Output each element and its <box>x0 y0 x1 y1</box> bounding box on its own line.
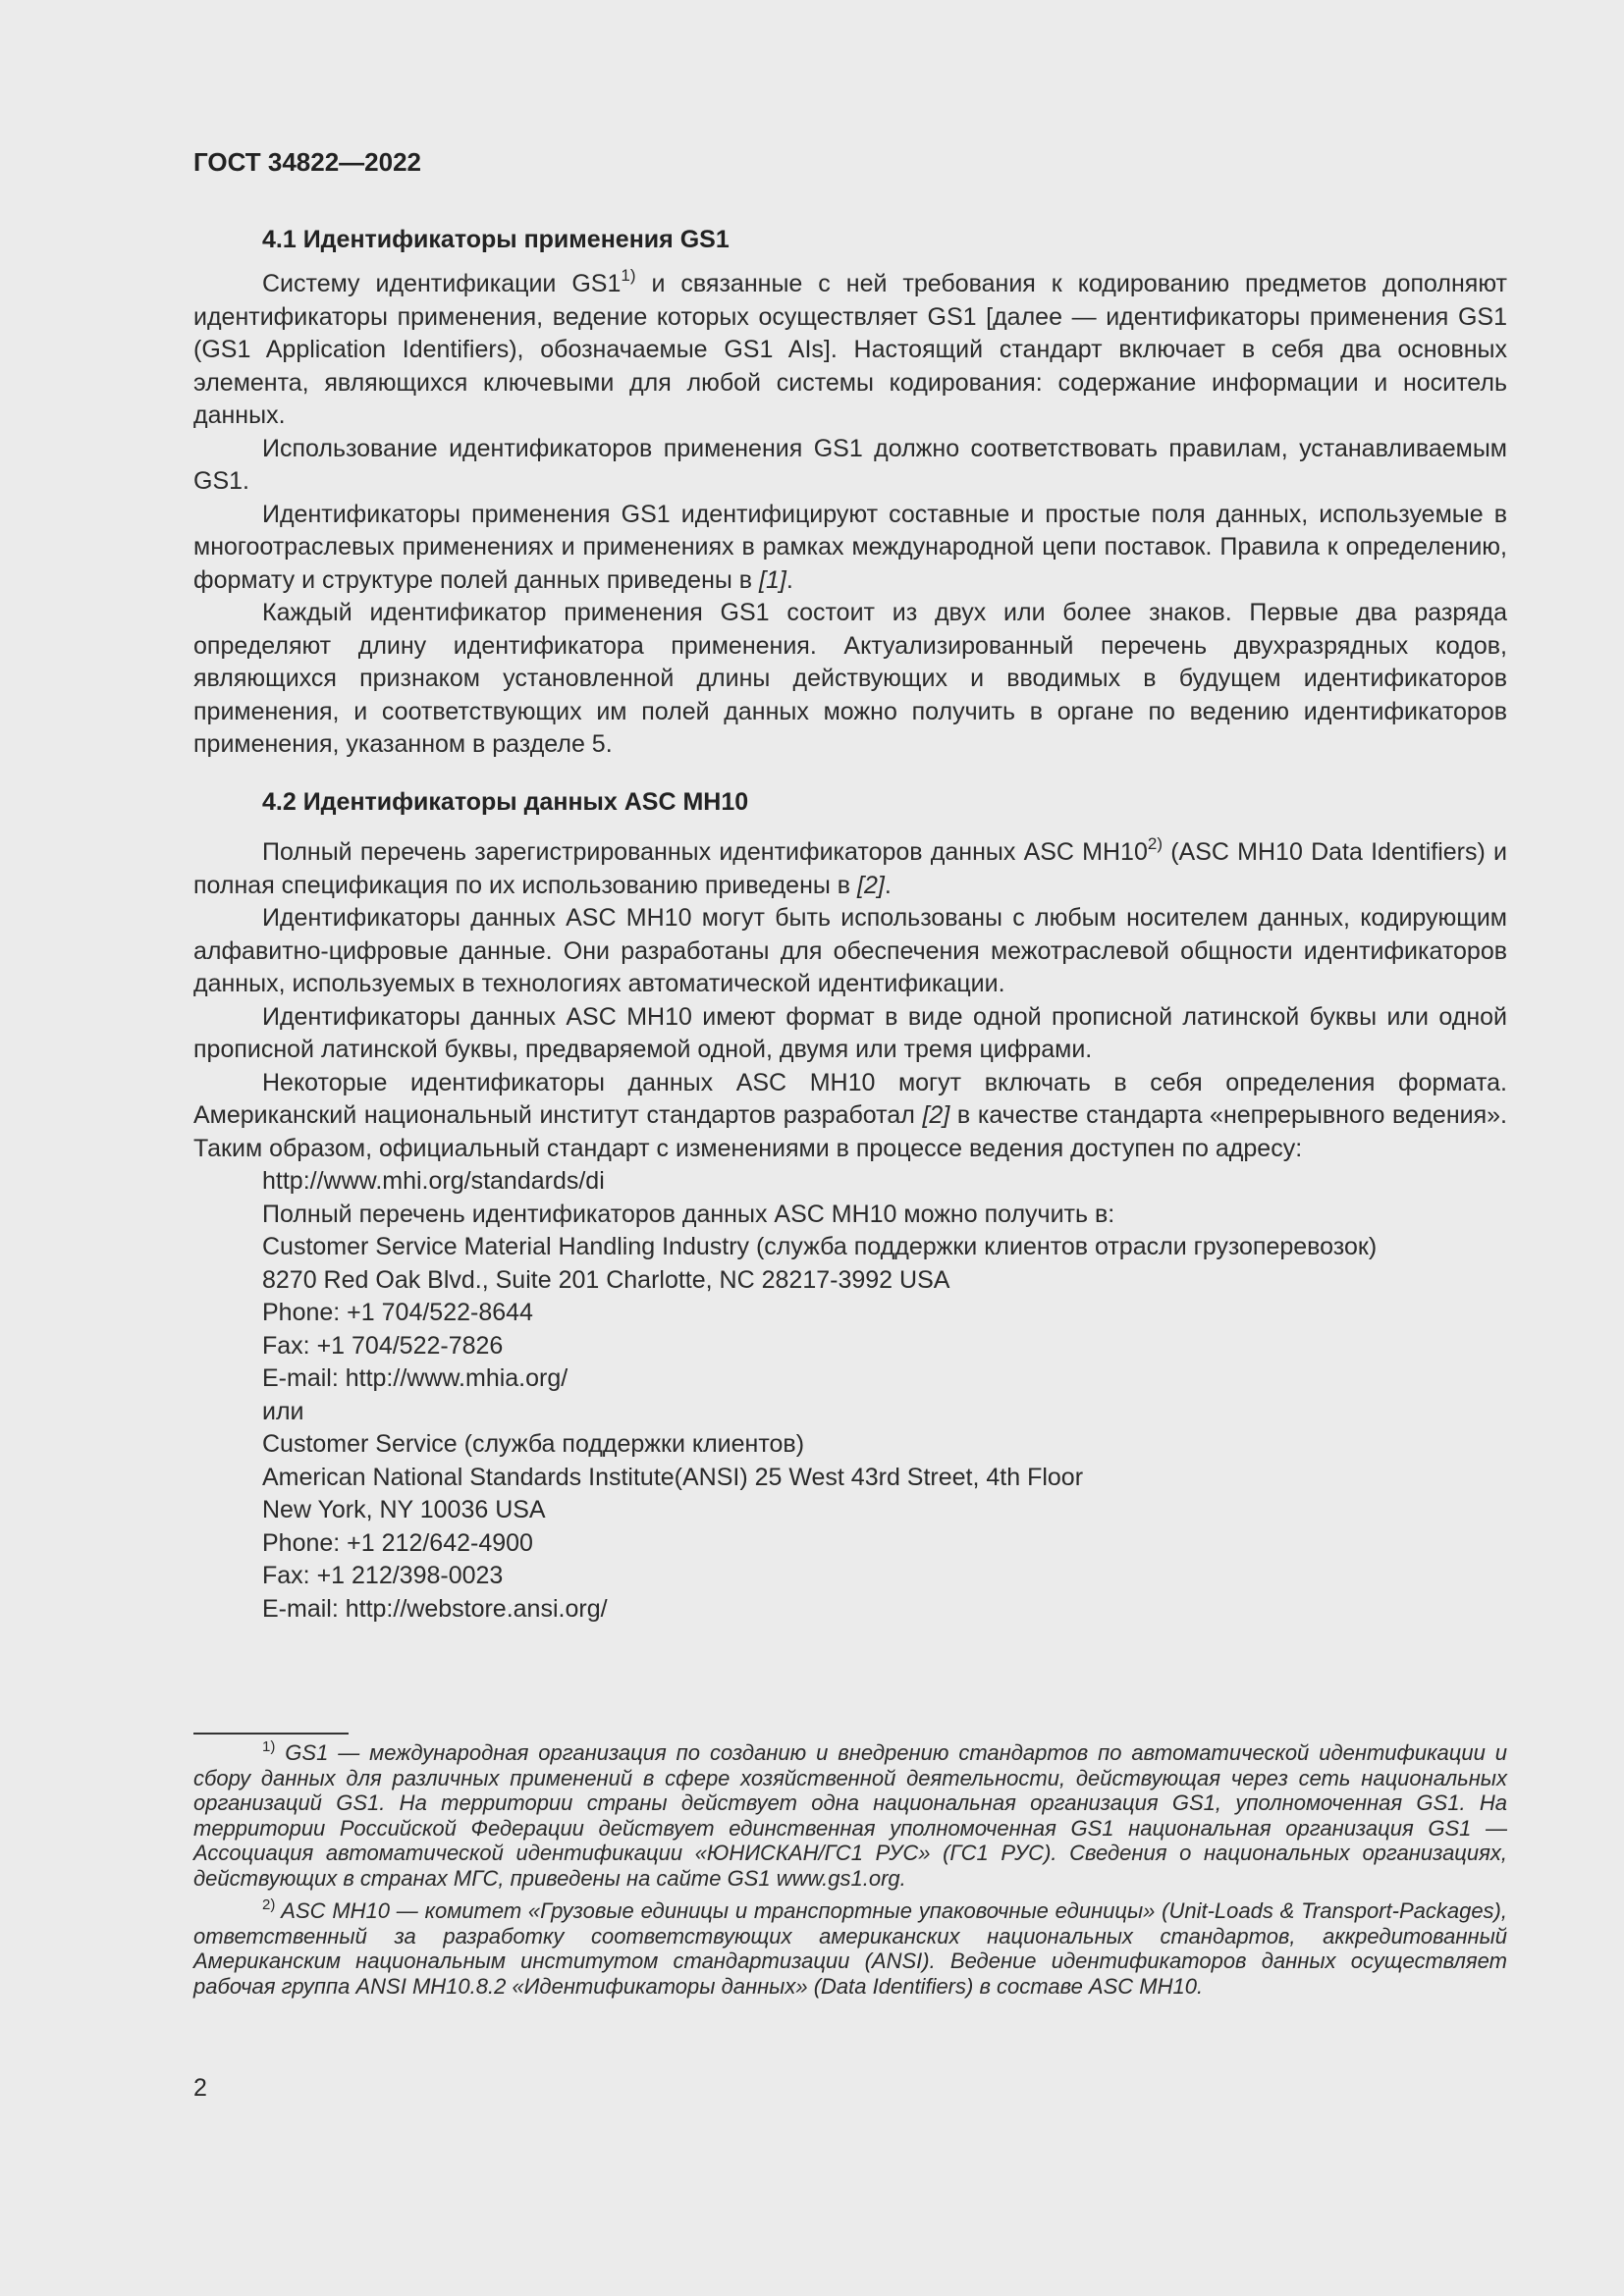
section-4-2-paragraph-4: Некоторые идентификаторы данных ASC MH10 могут включать в себя определения формата. Американский национальный институт стандартов разработал [2] в качестве стандарта «непрерывного ведения». Таким образом, официальный стандарт с изменениями в процессе ведения доступен по адресу: <box>193 1068 1507 1162</box>
standard-header: ГОСТ 34822—2022 <box>193 147 421 177</box>
section-4-1-paragraph-2: Использование идентификаторов применения GS1 должно соответствовать правилам, устанавливаемым GS1. <box>193 434 1507 495</box>
page-number: 2 <box>193 2074 207 2102</box>
section-4-2 <box>193 788 1507 1626</box>
mhi-phone: Phone: +1 704/522-8644 <box>262 1299 533 1326</box>
section-4-1-paragraph-3: Идентификаторы применения GS1 идентифицируют составные и простые поля данных, используемые в многоотраслевых применениях и применениях в рамках международной цепи поставок. Правила к определению, формату и структуре полей данных приведены в [1]. <box>193 500 1507 594</box>
ansi-service: Customer Service (служба поддержки клиентов) <box>262 1430 805 1458</box>
footnote-divider <box>193 1733 349 1735</box>
section-4-1 <box>193 226 1507 762</box>
section-4-2-title: 4.2 Идентификаторы данных ASC MH10 <box>262 788 749 816</box>
mhi-url: http://www.mhi.org/standards/di <box>262 1167 605 1195</box>
list-intro: Полный перечень идентификаторов данных ASC MH10 можно получить в: <box>262 1200 1115 1228</box>
section-4-1-paragraph-1: Систему идентификации GS1$^{1)}$ и связанные с ней требования к кодированию предметов дополняют идентификаторы применения, ведение которых осуществляет GS1 [далее — идентификаторы применения GS1 (GS1 Application Identifiers), обозначаемые GS1 AIs]. Настоящий стандарт включает в себя два основных элемента, являющихся ключевыми для любой системы кодирования: содержание информации и носитель данных. <box>193 266 1507 429</box>
ansi-city: New York, NY 10036 USA <box>262 1496 546 1523</box>
mhi-fax: Fax: +1 704/522-7826 <box>262 1331 504 1360</box>
contact-block <box>193 1165 1507 1626</box>
footnote-2: $^{2)}$ ASC MH10 — комитет «Грузовые единицы и транспортные упаковочные единицы» (Unit-Loads & Transport-Packages), ответственный за разработку соответствующих американских национальных стандартов, аккредитованный Американским национальным институтом стандартизации (ANSI). Ведение идентификаторов данных осуществляет рабочая группа ANSI MH10.8.2 «Идентификаторы данных» (Data Identifiers) в составе ASC MH10. <box>193 1896 1507 1999</box>
footnote-ref-2: 2) <box>1147 834 1163 853</box>
ansi-fax: Fax: +1 212/398-0023 <box>262 1562 504 1589</box>
reference-1: [1] <box>759 565 786 594</box>
section-4-1-paragraph-4: Каждый идентификатор применения GS1 состоит из двух или более знаков. Первые два разряда определяют длину идентификатора применения. Актуализированный перечень двухразрядных кодов, являющихся признаком установленной длины действующих и вводимых в будущем идентификаторов применения, и соответствующих им полей данных можно получить в органе по ведению идентификаторов применения, указанном в разделе 5. <box>193 599 1507 758</box>
mhi-org-name: Customer Service Material Handling Industry (служба поддержки клиентов отрасли грузоперевозок) <box>262 1233 1378 1260</box>
reference-2: [2] <box>857 871 885 899</box>
ansi-phone: Phone: +1 212/642-4900 <box>262 1528 533 1557</box>
section-4-1-title: 4.1 Идентификаторы применения GS1 <box>262 226 730 253</box>
section-4-2-paragraph-2: Идентификаторы данных ASC MH10 могут быть использованы с любым носителем данных, кодирующим алфавитно-цифровые данные. Они разработаны для обеспечения межотраслевой общности идентификаторов данных, используемых в технологиях автоматической идентификации. <box>193 904 1507 997</box>
footnote-1: $^{1)}$ GS1 — международная организация по созданию и внедрению стандартов по автоматической идентификации и сбору данных для различных применений в сфере хозяйственной деятельности, действующая через сеть национальных организаций GS1. На территории страны действует одна национальная организация GS1, уполномоченная GS1. На территории Российской Федерации действует единственная уполномоченная GS1 национальная организация GS1 — Ассоциация автоматической идентификации «ЮНИСКАН/ГС1 РУС» (ГС1 РУС). Сведения о национальных организациях, действующих в странах МГС, приведены на сайте GS1 www.gs1.org. <box>193 1738 1507 1891</box>
section-4-2-paragraph-1: Полный перечень зарегистрированных идентификаторов данных ASC MH10$^{2)}$ (ASC MH10 Data Identifiers) и полная спецификация по их использованию приведены в [2]. <box>193 834 1507 899</box>
footnotes <box>193 1740 1507 1999</box>
mhi-address: 8270 Red Oak Blvd., Suite 201 Charlotte, NC 28217-3992 USA <box>262 1265 950 1294</box>
ansi-address: American National Standards Institute(ANSI) 25 West 43rd Street, 4th Floor <box>262 1463 1084 1491</box>
mhi-email: E-mail: http://www.mhia.org/ <box>262 1364 568 1392</box>
section-4-2-paragraph-3: Идентификаторы данных ASC MH10 имеют формат в виде одной прописной латинской буквы или одной прописной латинской буквы, предваряемой одной, двумя или тремя цифрами. <box>193 1002 1507 1063</box>
footnote-2-mark: 2) <box>262 1896 276 1913</box>
or-separator: или <box>262 1397 304 1425</box>
ansi-email: E-mail: http://webstore.ansi.org/ <box>262 1594 608 1623</box>
footnote-ref-1: 1) <box>621 266 636 285</box>
footnote-1-mark: 1) <box>262 1738 276 1755</box>
reference-2b: [2] <box>922 1101 950 1129</box>
